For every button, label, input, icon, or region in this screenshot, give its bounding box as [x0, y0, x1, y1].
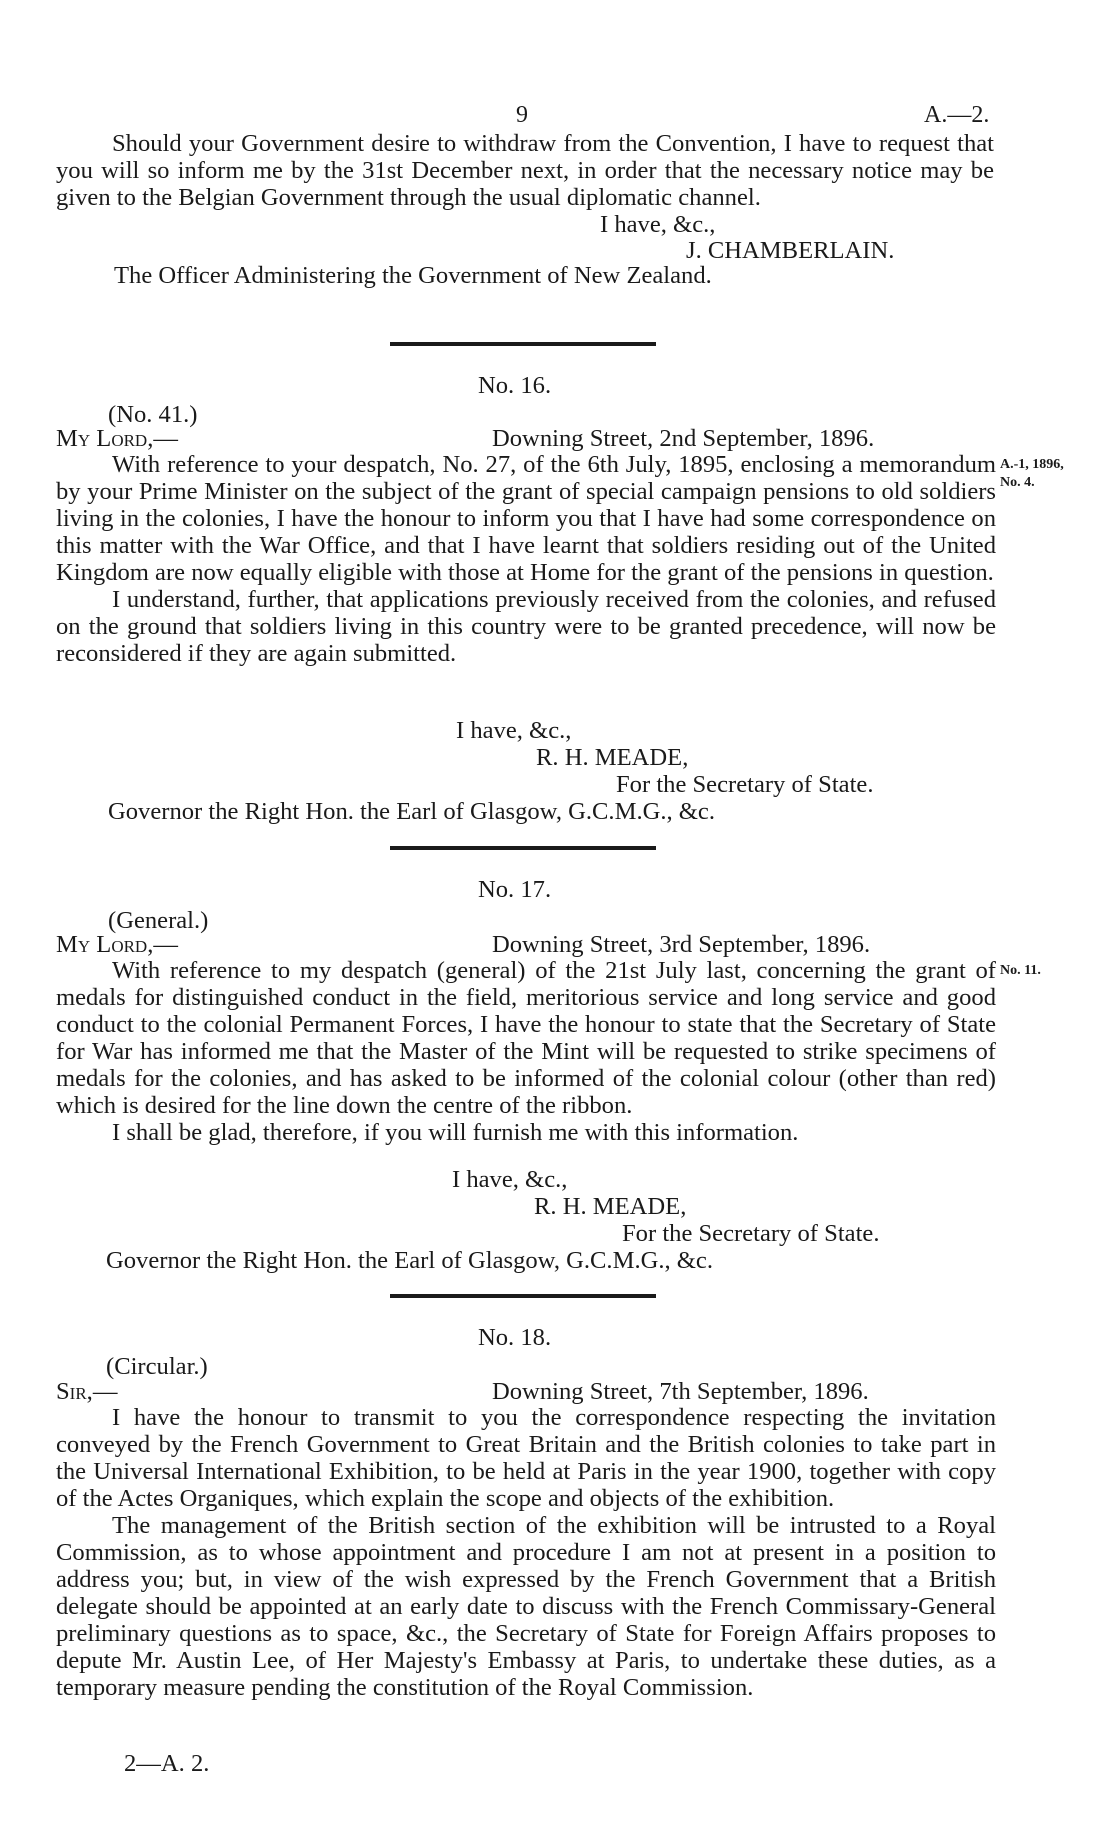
letter-salutation: My Lord,—	[56, 931, 178, 958]
letter-paragraph: With reference to your despatch, No. 27, of the 6th July, 1895, enclosing a memorandum by your Prime Minister on the subject of the grant of special campaign pensions to old soldiers living in the colonies, I have the honour to inform you that I have had some correspondence on this matter with the War Office, and that I have learnt that soldiers residing out of the United Kingdom are now equally eligible with those at Home for the grant of the pensions in question.	[56, 451, 996, 586]
letter-reference: (No. 41.)	[108, 401, 198, 428]
letter-closing: I have, &c.,	[456, 717, 572, 744]
letter-paragraph: I understand, further, that applications previously received from the colonies, and refused on the ground that soldiers living in this country were to be granted precedence, will now be reconsidered if they are again submitted.	[56, 586, 996, 667]
letter-place-date: Downing Street, 2nd September, 1896.	[492, 425, 875, 452]
section-divider	[390, 1294, 656, 1298]
intro-addressee: The Officer Administering the Government of New Zealand.	[114, 262, 712, 289]
printer-signature-mark: 2—A. 2.	[124, 1750, 210, 1777]
letter-closing: I have, &c.,	[452, 1166, 568, 1193]
letter-number: No. 16.	[478, 372, 552, 399]
intro-closing: I have, &c.,	[600, 211, 716, 238]
letter-number: No. 18.	[478, 1324, 552, 1351]
section-divider	[390, 342, 656, 346]
letter-body	[56, 451, 996, 667]
letter-signature-title: For the Secretary of State.	[616, 771, 874, 798]
letter-body	[56, 957, 996, 1146]
margin-note-line: No. 4.	[1000, 475, 1035, 490]
page-number: 9	[516, 102, 528, 128]
intro-section	[56, 130, 996, 211]
letter-paragraph: With reference to my despatch (general) of the 21st July last, concerning the grant of medals for distinguished conduct in the field, meritorious service and long service and good conduct to the colonial Permanent Forces, I have the honour to state that the Secretary of State for War has informed me that the Master of the Mint will be requested to strike specimens of medals for the colonies, and has asked to be informed of the colonial colour (other than red) which is desired for the line down the centre of the ribbon.	[56, 957, 996, 1119]
letter-paragraph: I shall be glad, therefore, if you will furnish me with this information.	[112, 1119, 799, 1146]
document-reference: A.—2.	[924, 102, 990, 128]
letter-signature: R. H. MEADE,	[536, 744, 689, 771]
section-divider	[390, 846, 656, 850]
letter-paragraph: The management of the British section of the exhibition will be intrusted to a Royal Commission, as to whose appointment and procedure I am not at present in a position to address you; but, in view of the wish expressed by the French Government that a British delegate should be appointed at an early date to discuss with the French Commissary-General preliminary questions as to space, &c., the Secretary of State for Foreign Affairs proposes to depute Mr. Austin Lee, of Her Majesty's Embassy at Paris, to undertake these duties, as a temporary measure pending the constitution of the Royal Commission.	[56, 1512, 996, 1701]
intro-paragraph: Should your Government desire to withdraw from the Convention, I have to request that you will so inform me by the 31st December next, in order that the necessary notice may be given to the Belgian Government through the usual diplomatic channel.	[56, 130, 994, 211]
letter-addressee: Governor the Right Hon. the Earl of Glasgow, G.C.M.G., &c.	[106, 1247, 714, 1274]
letter-reference: (Circular.)	[106, 1353, 208, 1380]
letter-paragraph: I have the honour to transmit to you the correspondence respecting the invitation conveyed by the French Government to Great Britain and the British colonies to take part in the Universal International Exhibition, to be held at Paris in the year 1900, together with copy of the Actes Organiques, which explain the scope and objects of the exhibition.	[56, 1404, 996, 1512]
margin-note	[1000, 456, 1064, 492]
letter-signature: R. H. MEADE,	[534, 1193, 687, 1220]
letter-salutation: Sir,—	[56, 1378, 118, 1405]
intro-signature: J. CHAMBERLAIN.	[686, 237, 895, 264]
letter-reference: (General.)	[108, 907, 209, 934]
letter-number: No. 17.	[478, 876, 552, 903]
letter-place-date: Downing Street, 3rd September, 1896.	[492, 931, 871, 958]
letter-place-date: Downing Street, 7th September, 1896.	[492, 1378, 869, 1405]
margin-note-line: A.-1, 1896,	[1000, 457, 1064, 472]
letter-addressee: Governor the Right Hon. the Earl of Glasgow, G.C.M.G., &c.	[108, 798, 716, 825]
letter-signature-title: For the Secretary of State.	[622, 1220, 880, 1247]
letter-body	[56, 1404, 996, 1701]
letter-salutation: My Lord,—	[56, 425, 178, 452]
margin-note-line: No. 11.	[1000, 963, 1041, 978]
margin-note	[1000, 962, 1041, 980]
